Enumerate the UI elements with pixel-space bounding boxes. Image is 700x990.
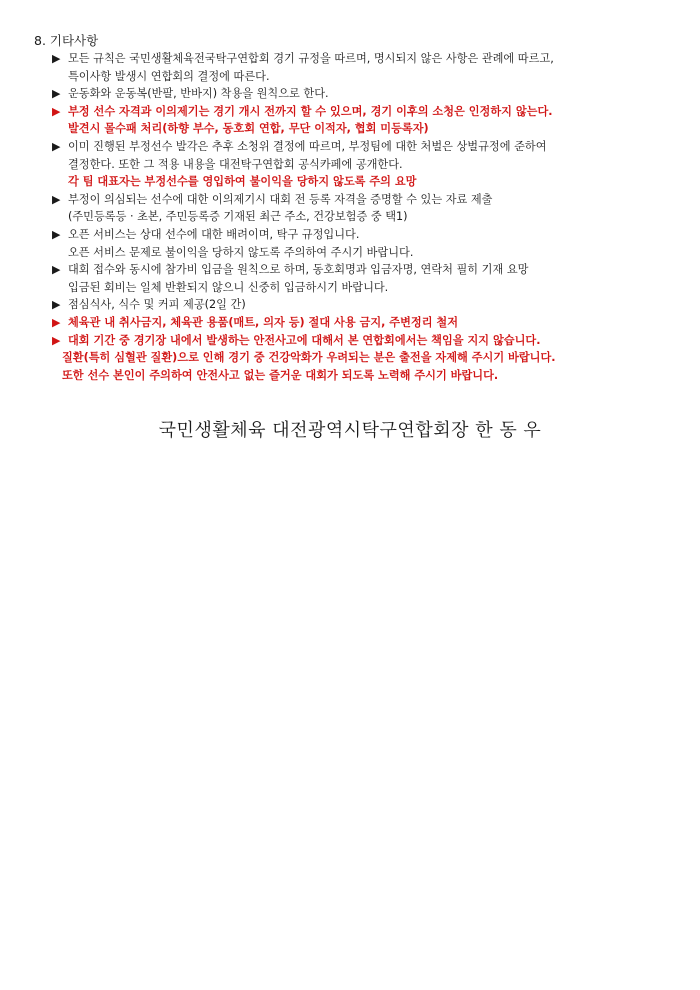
bullet-arrow-icon: ▶	[52, 227, 61, 241]
notice-item-line: 부정이 의심되는 선수에 대한 이의제기시 대회 전 등록 자격을 증명할 수 있는 자료 제출	[68, 192, 493, 206]
notice-item	[52, 332, 672, 350]
notice-item-line: 오픈 서비스는 상대 선수에 대한 배려이며, 탁구 규정입니다.	[68, 227, 360, 241]
notice-item-line: 특이사항 발생시 연합회의 결정에 따른다.	[68, 69, 270, 83]
bullet-arrow-icon: ▶	[52, 333, 61, 347]
safety-note: 또한 선수 본인이 주의하여 안전사고 없는 즐거운 대회가 되도록 노력해 주시기 바랍니다.	[62, 368, 499, 382]
bullet-arrow-icon: ▶	[52, 298, 61, 312]
notice-item	[52, 296, 672, 314]
notice-item-line: 대회 접수와 동시에 참가비 입금을 원칙으로 하며, 동호회명과 입금자명, 연락처 필히 기재 요망	[68, 263, 529, 277]
notice-item	[52, 314, 672, 332]
notice-item-line: 점심식사, 식수 및 커피 제공(2일 간)	[68, 298, 246, 312]
bullet-arrow-icon: ▶	[52, 192, 61, 206]
section-title: 8. 기타사항	[34, 33, 99, 48]
notice-item-line: 체육관 내 취사금지, 체육관 용품(매트, 의자 등) 절대 사용 금지, 주변정리 철저	[68, 315, 459, 329]
notice-item-line: 대회 기간 중 경기장 내에서 발생하는 안전사고에 대해서 본 연합회에서는 책임을 지지 않습니다.	[68, 333, 541, 347]
bullet-arrow-icon: ▶	[52, 139, 61, 153]
notice-item-line: 입금된 회비는 일체 반환되지 않으니 신중히 입금하시기 바랍니다.	[68, 280, 389, 294]
notice-item-line: 발견시 몰수패 처리(하향 부수, 동호회 연합, 무단 이적자, 협회 미등록자)	[68, 122, 429, 136]
notice-item-line: 이미 진행된 부정선수 발각은 추후 소청위 결정에 따르며, 부정팀에 대한 처벌은 상벌규정에 준하여	[68, 139, 547, 153]
notice-item	[52, 103, 672, 138]
bullet-arrow-icon: ▶	[52, 104, 61, 118]
notice-item-line: 운동화와 운동복(반팔, 반바지) 착용을 원칙으로 한다.	[68, 87, 329, 101]
signature: 국민생활체육 대전광역시탁구연합회장 한 동 우	[158, 420, 542, 441]
bullet-arrow-icon: ▶	[52, 263, 61, 277]
notice-item-line: 모든 규칙은 국민생활체육전국탁구연합회 경기 규정을 따르며, 명시되지 않은 사항은 관례에 따르고,	[68, 52, 554, 65]
health-note: 질환(특히 심혈관 질환)으로 인해 경기 중 건강악화가 우려되는 분은 출전을 자제해 주시기 바랍니다.	[62, 351, 556, 365]
notice-item-line: (주민등록등 · 초본, 주민등록증 기재된 최근 주소, 건강보험증 중 택1)	[68, 210, 408, 224]
notice-item-line: 오픈 서비스 문제로 불이익을 당하지 않도록 주의하여 주시기 바랍니다.	[68, 245, 414, 259]
team-rep-note: 각 팀 대표자는 부정선수를 영입하여 불이익을 당하지 않도록 주의 요망	[68, 175, 417, 189]
notice-item	[52, 50, 672, 85]
notice-item-line: 결정한다. 또한 그 적용 내용을 대전탁구연합회 공식카페에 공개한다.	[68, 157, 403, 171]
notice-item	[52, 261, 672, 296]
notice-list	[52, 50, 672, 384]
bullet-arrow-icon: ▶	[52, 87, 61, 101]
notice-item	[52, 191, 672, 226]
notice-item	[52, 138, 672, 173]
notice-item	[52, 85, 672, 103]
bullet-arrow-icon: ▶	[52, 315, 61, 329]
notice-item	[52, 226, 672, 261]
notice-item-line: 부정 선수 자격과 이의제기는 경기 개시 전까지 할 수 있으며, 경기 이후의 소청은 인정하지 않는다.	[68, 104, 553, 118]
bullet-arrow-icon: ▶	[52, 52, 61, 65]
